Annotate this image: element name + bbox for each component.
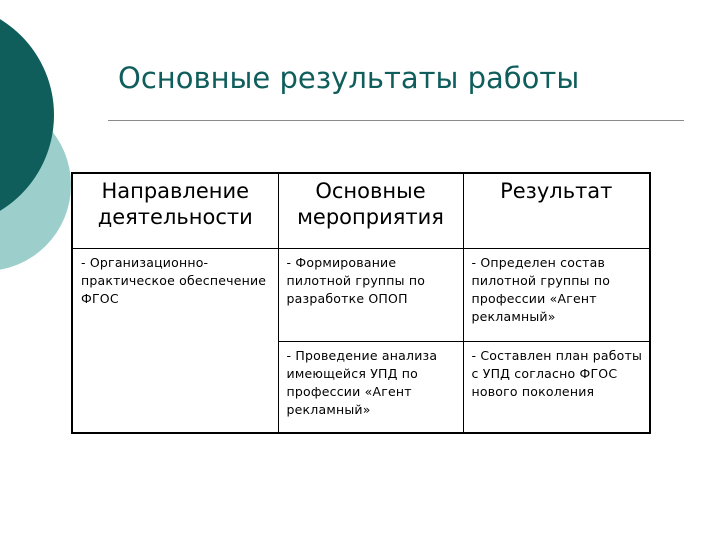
result-text: - Определен состав пилотной группы по профессии «Агент рекламный» [471, 255, 611, 324]
table-header-row [72, 173, 650, 249]
activity-text: - Проведение анализа имеющейся УПД по профессии «Агент рекламный» [286, 348, 438, 417]
activity-text: - Формирование пилотной группы по разработке ОПОП [286, 255, 426, 306]
result-cell [463, 342, 650, 434]
results-table [71, 172, 651, 434]
activity-cell [278, 249, 463, 342]
header-activities: Основные мероприятия [278, 173, 463, 249]
direction-cell [72, 249, 278, 434]
slide-title: Основные результаты работы [118, 61, 580, 95]
result-cell [463, 249, 650, 342]
activity-cell [278, 342, 463, 434]
header-direction: Направление деятельности [72, 173, 278, 249]
table-row [72, 249, 650, 342]
result-text: - Составлен план работы с УПД согласно ФГОС нового поколения [471, 348, 643, 399]
header-result: Результат [463, 173, 650, 249]
title-underline [108, 120, 684, 121]
direction-text: - Организационно-практическое обеспечение ФГОС [81, 255, 267, 306]
